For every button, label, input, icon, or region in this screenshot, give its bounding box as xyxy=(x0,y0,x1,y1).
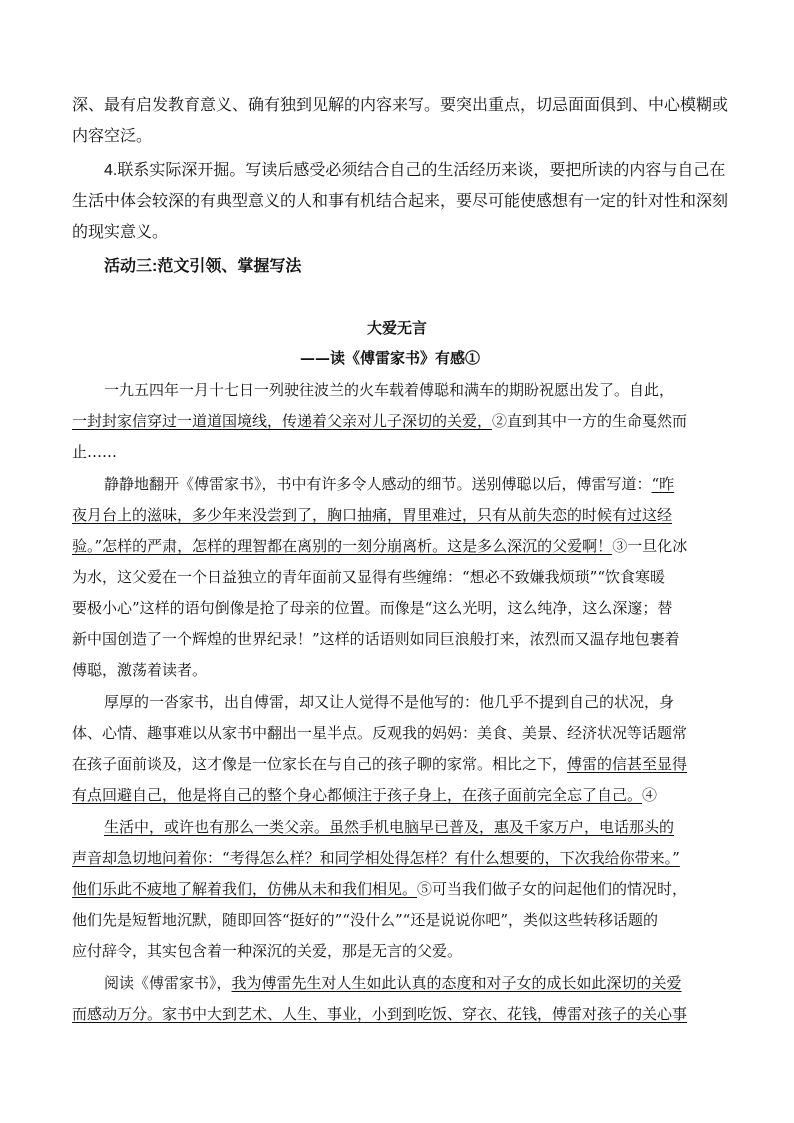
essay-p1-line2: 一封封家信穿过一道道国境线，传递着父亲对儿子深切的关爱，②直到其中一方的生命戛然而 xyxy=(72,412,688,430)
essay-p4-line4: 他们先是短暂地沉默，随即回答“挺好的”“没什么”“还是说说你吧”，类似这些转移话题的 xyxy=(72,911,659,929)
intro-para1-line2: 内容空泛。 xyxy=(72,128,153,145)
essay-p2-line5: 要极小心”这样的语句倒像是抢了母亲的位置。而像是“这么光明，这么纯净，这么深邃；替 xyxy=(72,599,673,617)
essay-subtitle: ——读《傅雷家书》有感① xyxy=(300,349,481,367)
essay-p4-line5: 应付辞令，其实包含着一种深沉的关爱，那是无言的父爱。 xyxy=(72,942,463,960)
essay-p2-line6: 新中国创造了一个辉煌的世界纪录！”这样的话语则如同巨浪般打来，浓烈而又温存地包裹着 xyxy=(72,630,680,648)
essay-p3-line4: 有点回避自己，他是将自己的整个身心都倾注于孩子身上，在孩子面前完全忘了自己。④ xyxy=(72,786,658,804)
activity-heading: 活动三:范文引领、掌握写法 xyxy=(104,258,302,275)
intro-para1-line1: 深、最有启发教育意义、确有独到见解的内容来写。要突出重点，切忌面面俱到、中心模糊或 xyxy=(72,97,729,114)
essay-p2-line1: 静静地翻开《傅雷家书》，书中有许多令人感动的细节。送别傅聪以后，傅雷写道：“昨 xyxy=(104,475,675,493)
essay-p2-line7: 傅聪，激荡着读者。 xyxy=(72,661,208,679)
intro-para2-line1: 4.联系实际深开掘。写读后感受必须结合自己的生活经历来谈，要把所读的内容与自己在 xyxy=(104,162,726,179)
essay-p4-line2: 声音却急切地问着你：“考得怎么样？和同学相处得怎样？有什么想要的，下次我给你带来。” xyxy=(72,849,680,867)
essay-p1-line1: 一九五四年一月十七日一列驶往波兰的火车载着傅聪和满车的期盼祝愿出发了。自此， xyxy=(104,381,675,399)
essay-p3-line3: 在孩子面前谈及，这才像是一位家长在与自己的孩子聊的家常。相比之下，傅雷的信甚至显得 xyxy=(72,755,688,773)
intro-para2-line3: 的现实意义。 xyxy=(72,224,169,241)
essay-p4-line3: 他们乐此不疲地了解着我们，仿佛从未和我们相见。⑤可当我们做子女的问起他们的情况时， xyxy=(72,880,688,898)
essay-p5-line1: 阅读《傅雷家书》，我为傅雷先生对人生如此认真的态度和对子女的成长如此深切的关爱 xyxy=(104,974,682,992)
essay-p3-line1: 厚厚的一沓家书，出自傅雷，却又让人觉得不是他写的：他几乎不提到自己的状况，身 xyxy=(104,693,675,711)
essay-p2-line2: 夜月台上的滋味，多少年来没尝到了，胸口抽痛，胃里难过，只有从前失恋的时候有过这经 xyxy=(72,506,673,524)
essay-p5-line2: 而感动万分。家书中大到艺术、人生、事业，小到到吃饭、穿衣、花钱，傅雷对孩子的关心事 xyxy=(72,1005,688,1023)
essay-p2-line3: 验。”怎样的严肃，怎样的理智都在离别的一刻分崩离析。这是多么深沉的父爱啊！③一旦化冰 xyxy=(72,537,688,555)
essay-p2-line4: 为水，这父爱在一个日益独立的青年面前又显得有些缠绵：“想必不致嫌我烦琐”“饮食寒暖 xyxy=(72,568,666,586)
intro-para2-line2: 生活中体会较深的有典型意义的人和事有机结合起来，要尽可能使感想有一定的针对性和深刻 xyxy=(72,193,729,210)
essay-p1-line3: 止…… xyxy=(72,443,118,461)
essay-p4-line1: 生活中，或许也有那么一类父亲。虽然手机电脑早已普及，惠及千家万户，电话那头的 xyxy=(104,818,675,836)
essay-title: 大爱无言 xyxy=(366,319,427,337)
essay-p3-line2: 体、心情、趣事难以从家书中翻出一星半点。反观我的妈妈：美食、美景、经济状况等话题常 xyxy=(72,724,688,742)
